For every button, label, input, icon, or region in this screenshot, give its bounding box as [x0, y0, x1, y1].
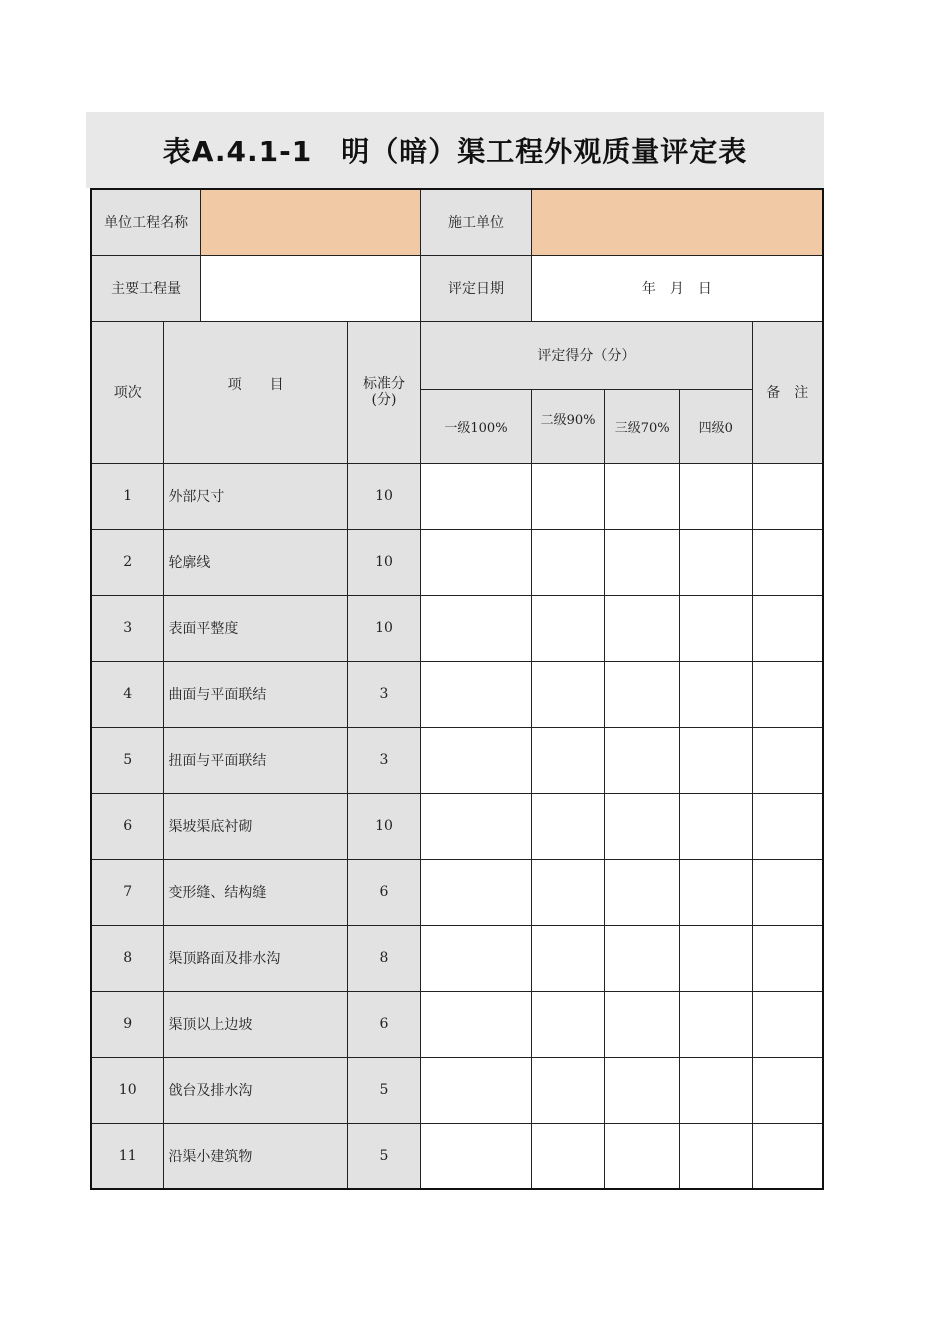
quantity-input[interactable]: [201, 255, 421, 321]
unit-project-label: 单位工程名称: [91, 189, 201, 255]
grade-4-cell[interactable]: [680, 595, 753, 661]
header-grade-2: [531, 389, 605, 463]
grade-2-cell[interactable]: [531, 463, 605, 529]
row-item: 渠坡渠底衬砌: [164, 793, 347, 859]
grade-3-cell[interactable]: [605, 793, 680, 859]
grade-1-cell[interactable]: [421, 595, 532, 661]
remark-cell[interactable]: [752, 859, 823, 925]
header-index: 项次: [91, 321, 164, 463]
grade-3-cell[interactable]: [605, 859, 680, 925]
grade-2-cell[interactable]: [531, 661, 605, 727]
remark-cell[interactable]: [752, 661, 823, 727]
row-item: 曲面与平面联结: [164, 661, 347, 727]
title-band: [86, 112, 824, 188]
remark-cell[interactable]: [752, 727, 823, 793]
table-row: [91, 1123, 823, 1189]
header-row-1: [91, 321, 823, 389]
row-index: 2: [91, 529, 164, 595]
grade-2-cell[interactable]: [531, 859, 605, 925]
contractor-label: 施工单位: [421, 189, 532, 255]
header-score-group: 评定得分（分）: [421, 321, 752, 389]
contractor-input[interactable]: [531, 189, 823, 255]
grade-3-cell[interactable]: [605, 991, 680, 1057]
row-item: 戗台及排水沟: [164, 1057, 347, 1123]
header-grade-1: 一级100%: [421, 389, 532, 463]
grade-3-cell[interactable]: [605, 661, 680, 727]
grade-4-cell[interactable]: [680, 859, 753, 925]
grade-3-cell[interactable]: [605, 727, 680, 793]
info-row-1: [91, 189, 823, 255]
row-index: 3: [91, 595, 164, 661]
row-item: 扭面与平面联结: [164, 727, 347, 793]
remark-cell[interactable]: [752, 1057, 823, 1123]
grade-1-cell[interactable]: [421, 727, 532, 793]
grade-1-cell[interactable]: [421, 529, 532, 595]
row-index: 6: [91, 793, 164, 859]
table-row: [91, 925, 823, 991]
grade-2-cell[interactable]: [531, 529, 605, 595]
date-input[interactable]: 年 月 日: [531, 255, 823, 321]
row-item: 沿渠小建筑物: [164, 1123, 347, 1189]
grade-2-cell[interactable]: [531, 1057, 605, 1123]
row-standard-score: 10: [347, 463, 420, 529]
date-label: 评定日期: [421, 255, 532, 321]
remark-cell[interactable]: [752, 991, 823, 1057]
row-standard-score: 10: [347, 529, 420, 595]
grade-1-cell[interactable]: [421, 1123, 532, 1189]
remark-cell[interactable]: [752, 529, 823, 595]
remark-cell[interactable]: [752, 925, 823, 991]
row-item: 轮廓线: [164, 529, 347, 595]
quantity-label: 主要工程量: [91, 255, 201, 321]
assessment-table: [90, 188, 824, 1190]
grade-4-cell[interactable]: [680, 727, 753, 793]
row-item: 变形缝、结构缝: [164, 859, 347, 925]
grade-1-cell[interactable]: [421, 991, 532, 1057]
row-item: 渠顶路面及排水沟: [164, 925, 347, 991]
row-index: 5: [91, 727, 164, 793]
remark-cell[interactable]: [752, 595, 823, 661]
row-standard-score: 10: [347, 793, 420, 859]
grade-1-cell[interactable]: [421, 661, 532, 727]
grade-4-cell[interactable]: [680, 529, 753, 595]
header-grade-4: 四级0: [680, 389, 753, 463]
table-row: [91, 463, 823, 529]
grade-2-cell[interactable]: [531, 727, 605, 793]
grade-3-cell[interactable]: [605, 1057, 680, 1123]
row-index: 11: [91, 1123, 164, 1189]
grade-4-cell[interactable]: [680, 925, 753, 991]
grade-4-cell[interactable]: [680, 463, 753, 529]
row-standard-score: 8: [347, 925, 420, 991]
row-index: 1: [91, 463, 164, 529]
row-item: 渠顶以上边坡: [164, 991, 347, 1057]
row-item: 表面平整度: [164, 595, 347, 661]
table-row: [91, 661, 823, 727]
grade-3-cell[interactable]: [605, 925, 680, 991]
table-row: [91, 793, 823, 859]
row-index: 10: [91, 1057, 164, 1123]
table-row: [91, 727, 823, 793]
row-standard-score: 6: [347, 859, 420, 925]
unit-project-input[interactable]: [201, 189, 421, 255]
grade-2-cell[interactable]: [531, 793, 605, 859]
grade-3-cell[interactable]: [605, 595, 680, 661]
grade-4-cell[interactable]: [680, 991, 753, 1057]
row-standard-score: 5: [347, 1123, 420, 1189]
remark-cell[interactable]: [752, 793, 823, 859]
header-standard-unit: (分): [371, 392, 397, 408]
grade-2-cell[interactable]: [531, 1123, 605, 1189]
row-standard-score: 3: [347, 661, 420, 727]
row-standard-score: 3: [347, 727, 420, 793]
table-row: [91, 859, 823, 925]
row-index: 8: [91, 925, 164, 991]
grade-1-cell[interactable]: [421, 793, 532, 859]
row-item: 外部尺寸: [164, 463, 347, 529]
row-standard-score: 6: [347, 991, 420, 1057]
row-index: 7: [91, 859, 164, 925]
table-row: [91, 529, 823, 595]
header-remark: 备 注: [752, 321, 823, 463]
grade-1-cell[interactable]: [421, 859, 532, 925]
header-standard: [347, 321, 420, 463]
row-standard-score: 5: [347, 1057, 420, 1123]
header-item-label: 项 目: [227, 377, 284, 393]
table-row: [91, 1057, 823, 1123]
info-row-2: [91, 255, 823, 321]
grade-3-cell[interactable]: [605, 529, 680, 595]
remark-cell[interactable]: [752, 463, 823, 529]
grade-4-cell[interactable]: [680, 1123, 753, 1189]
table-row: [91, 595, 823, 661]
grade-3-cell[interactable]: [605, 1123, 680, 1189]
grade-4-cell[interactable]: [680, 661, 753, 727]
grade-1-cell[interactable]: [421, 925, 532, 991]
header-grade-3: 三级70%: [605, 389, 680, 463]
header-item: [164, 321, 347, 463]
grade-2-cell[interactable]: [531, 595, 605, 661]
grade-3-cell[interactable]: [605, 463, 680, 529]
grade-1-cell[interactable]: [421, 1057, 532, 1123]
row-index: 9: [91, 991, 164, 1057]
grade-4-cell[interactable]: [680, 793, 753, 859]
grade-2-cell[interactable]: [531, 991, 605, 1057]
grade-4-cell[interactable]: [680, 1057, 753, 1123]
assessment-sheet: [86, 112, 824, 1165]
page-title: 表A.4.1-1 明（暗）渠工程外观质量评定表: [162, 135, 748, 168]
header-grade-2-label: 二级90%: [540, 412, 596, 428]
remark-cell[interactable]: [752, 1123, 823, 1189]
grade-1-cell[interactable]: [421, 463, 532, 529]
header-standard-label: 标准分: [363, 376, 405, 392]
table-row: [91, 991, 823, 1057]
grade-2-cell[interactable]: [531, 925, 605, 991]
row-index: 4: [91, 661, 164, 727]
row-standard-score: 10: [347, 595, 420, 661]
